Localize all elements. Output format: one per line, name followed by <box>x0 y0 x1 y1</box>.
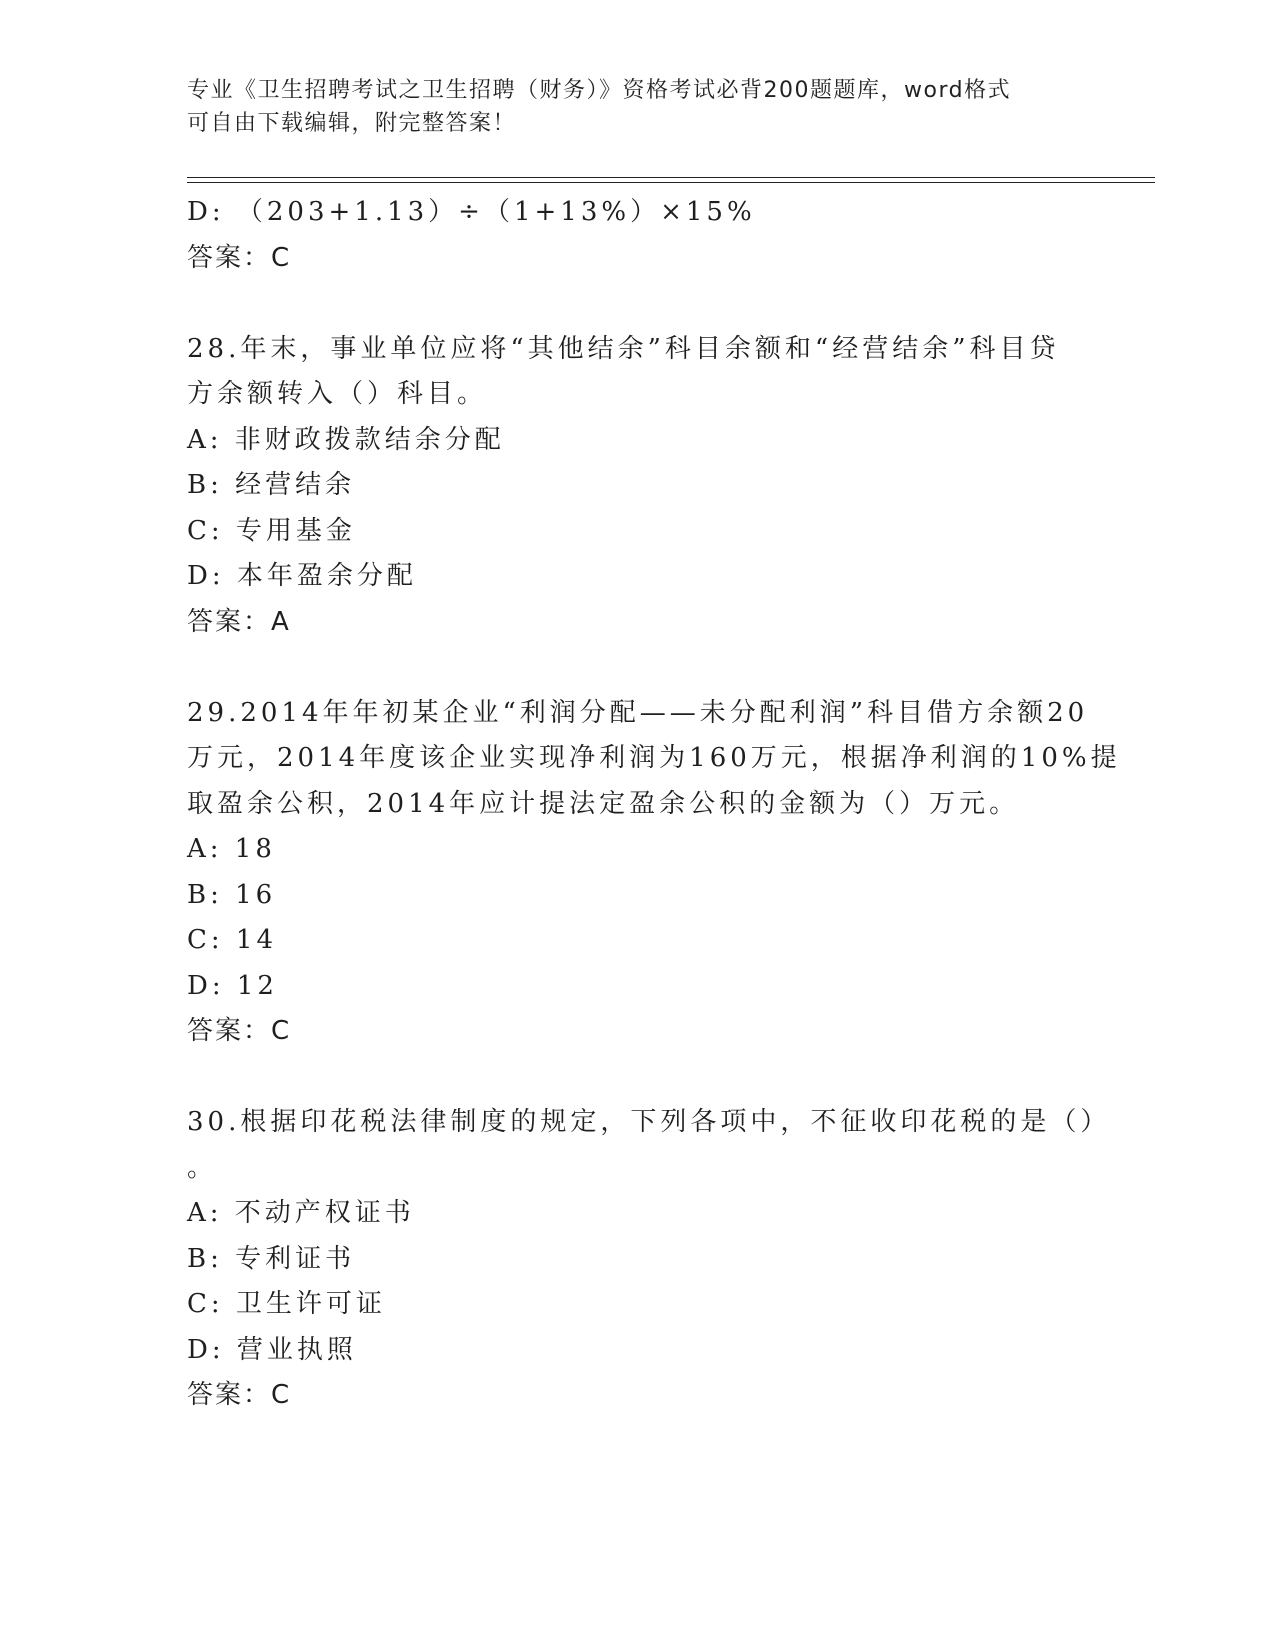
question-30-text-line-2: 。 <box>187 1152 218 1183</box>
question-28-answer: 答案：A <box>187 606 291 637</box>
header-line-1: 专业《卫生招聘考试之卫生招聘（财务）》资格考试必背200题题库，word格式 <box>187 78 1012 103</box>
question-30-answer: 答案：C <box>187 1380 292 1410</box>
question-29 <box>187 691 1121 1055</box>
prev-option-d: D: （203+1.13）÷（1+13%）×15% <box>187 197 756 227</box>
question-28-option-c: C: 专用基金 <box>187 515 356 546</box>
question-30-text-line-1: 30.根据印花税法律制度的规定，下列各项中，不征收印花税的是（） <box>187 1107 1111 1137</box>
question-30 <box>187 1100 1111 1419</box>
header-divider-bottom <box>187 182 1155 183</box>
page-header <box>187 74 1067 140</box>
question-29-option-b: B: 16 <box>187 879 277 910</box>
spacer <box>187 281 1087 327</box>
question-29-text-line-2: 万元，2014年度该企业实现净利润为160万元，根据净利润的10%提 <box>187 743 1121 773</box>
question-30-option-b: B: 专利证书 <box>187 1243 356 1274</box>
question-29-text-line-3: 取盈余公积，2014年应计提法定盈余公积的金额为（）万元。 <box>187 788 1020 819</box>
question-29-option-a: A: 18 <box>187 834 276 864</box>
header-line-2: 可自由下载编辑，附完整答案！ <box>187 111 517 136</box>
question-28-text-line-2: 方余额转入（）科目。 <box>187 379 488 409</box>
question-29-option-c: C: 14 <box>187 925 278 955</box>
header-divider-top <box>187 177 1155 178</box>
question-30-option-a: A: 不动产权证书 <box>187 1198 415 1228</box>
question-29-answer: 答案：C <box>187 1016 292 1046</box>
question-30-option-c: C: 卫生许可证 <box>187 1289 386 1319</box>
question-28-option-d: D: 本年盈余分配 <box>187 561 417 591</box>
question-30-option-d: D: 营业执照 <box>187 1334 357 1365</box>
question-28-option-a: A: 非财政拨款结余分配 <box>187 424 505 455</box>
question-content <box>187 190 1121 1419</box>
question-28-option-b: B: 经营结余 <box>187 470 356 500</box>
question-28-text-line-1: 28.年末，事业单位应将“其他结余”科目余额和“经营结余”科目贷 <box>187 333 1060 364</box>
question-28 <box>187 327 1087 646</box>
question-29-text-line-1: 29.2014年年初某企业“利润分配——未分配利润”科目借方余额20 <box>187 697 1089 728</box>
spacer <box>187 1055 1087 1101</box>
spacer <box>187 645 1087 691</box>
question-29-option-d: D: 12 <box>187 970 278 1001</box>
prev-answer: 答案：C <box>187 242 292 273</box>
